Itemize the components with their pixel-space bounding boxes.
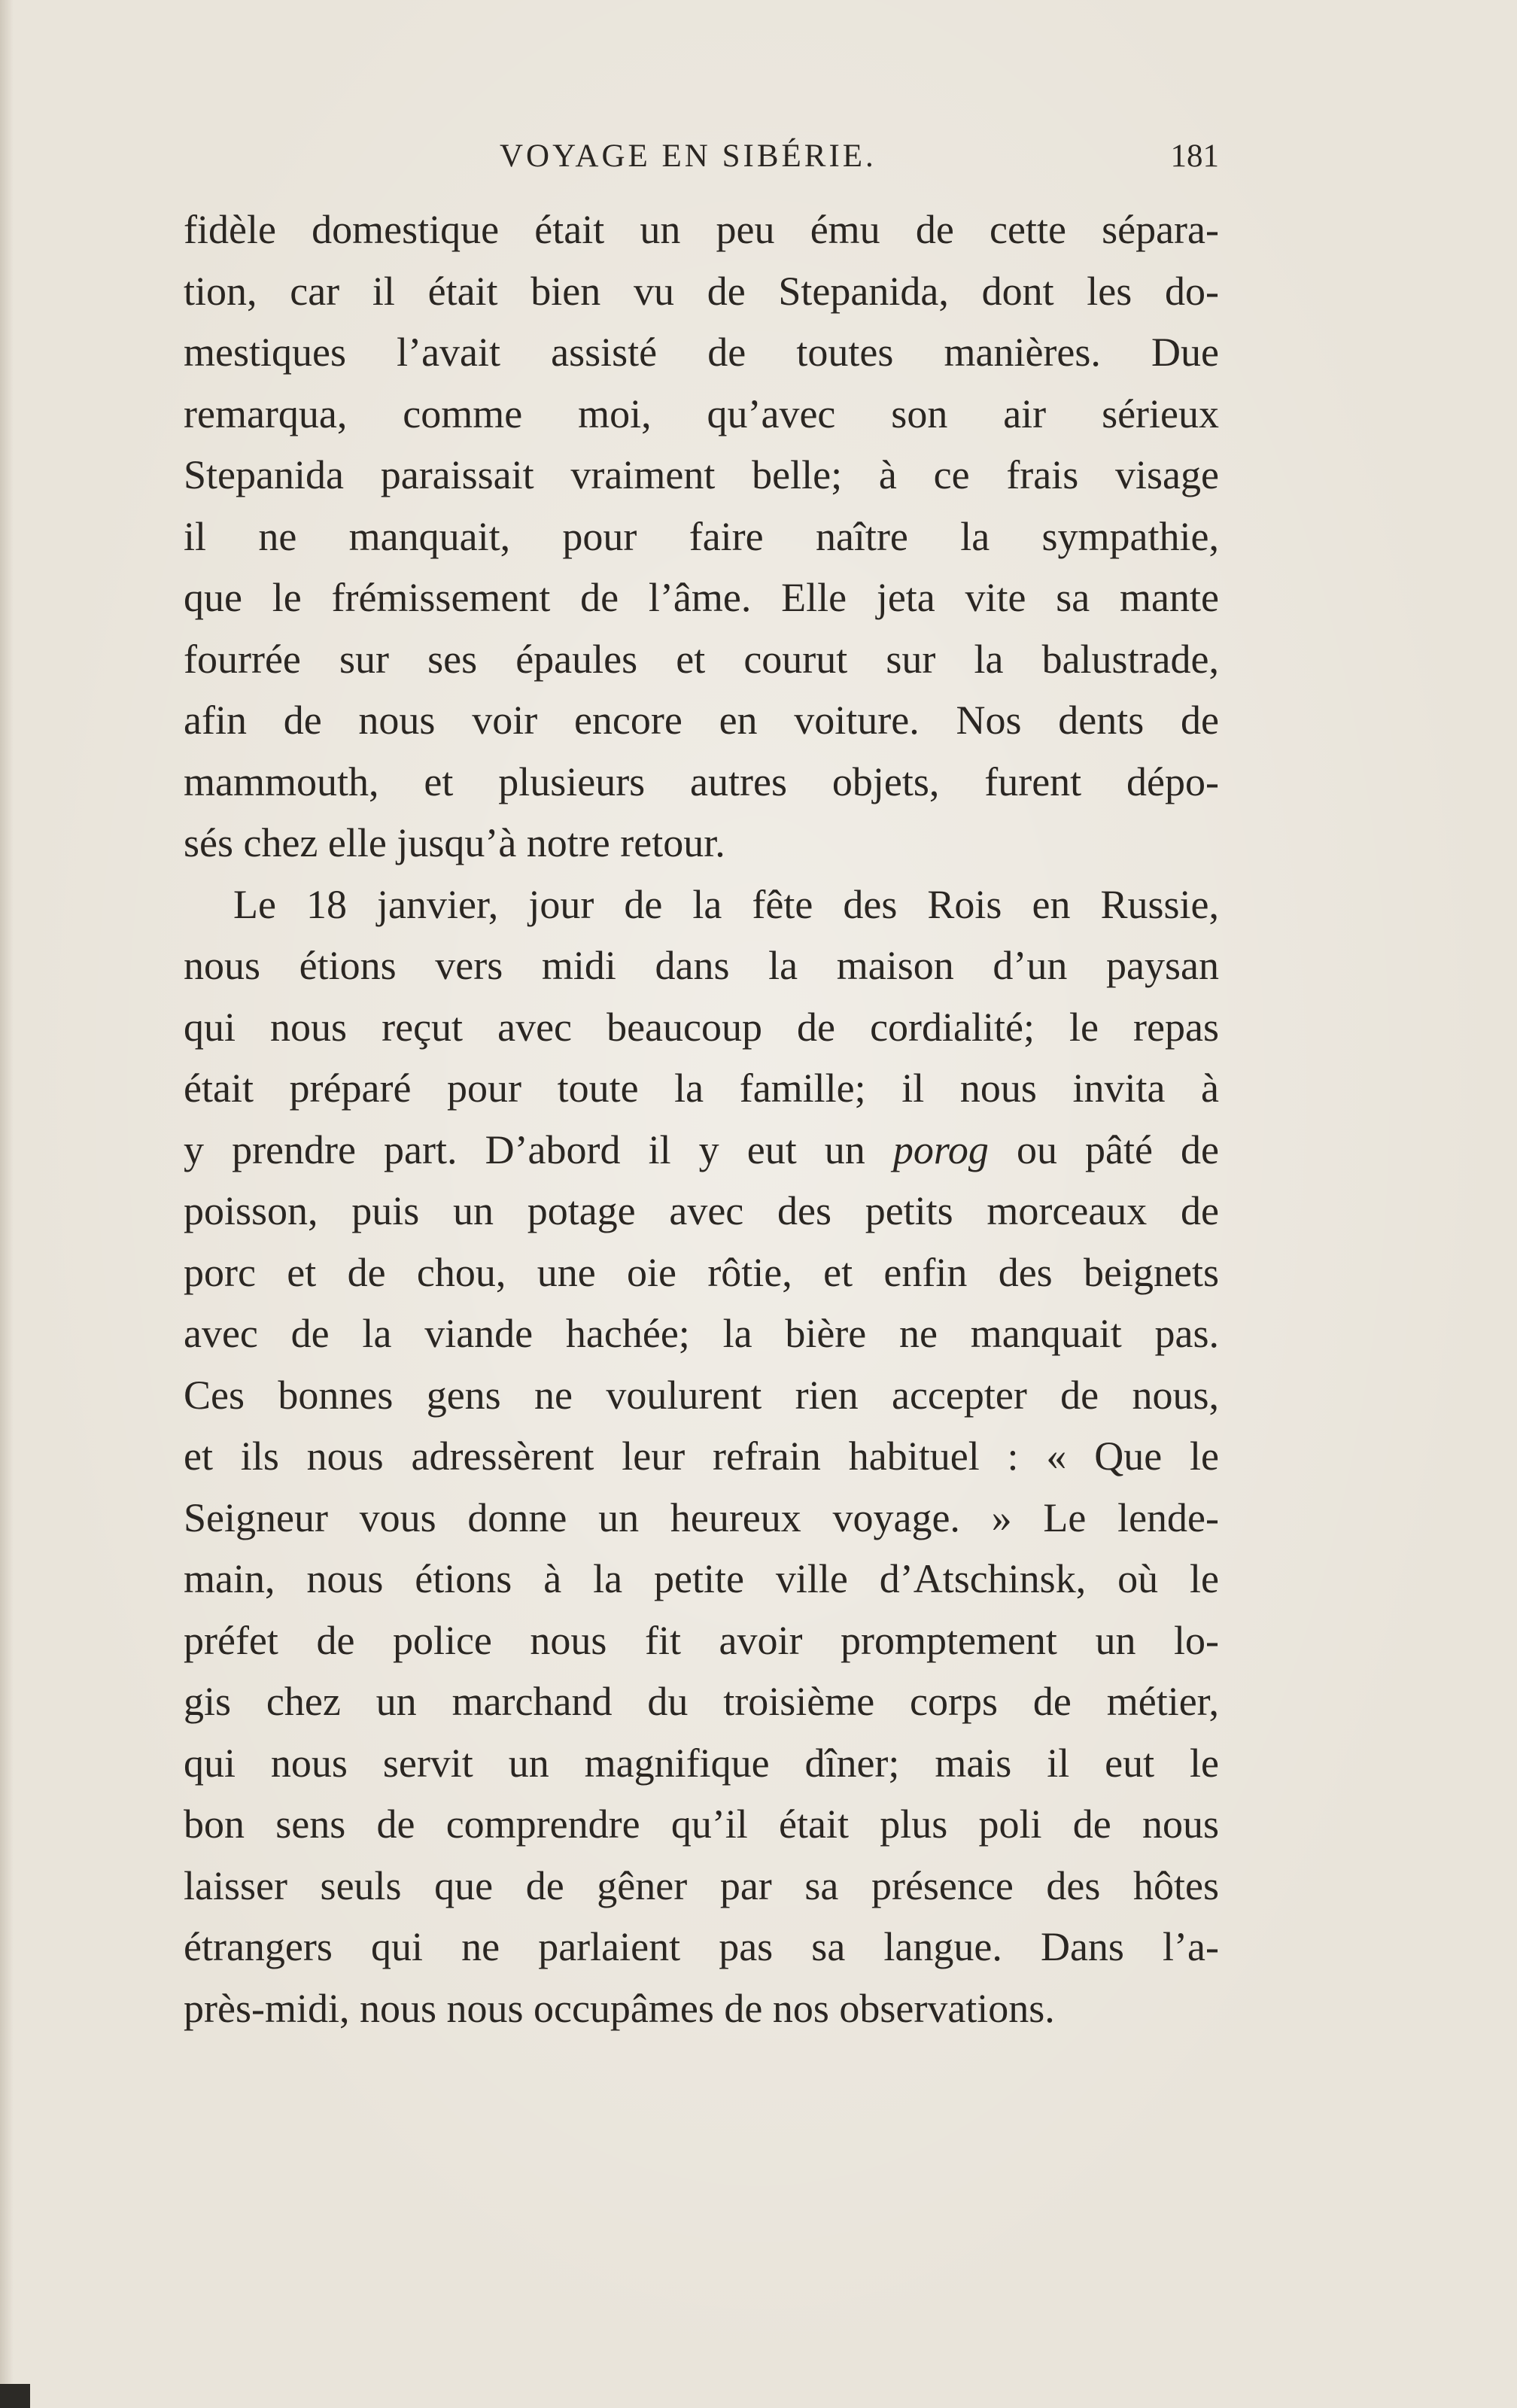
text-segment: y prendre part. D’abord il y eut un xyxy=(184,1126,865,1172)
text-line: Stepanida paraissait vraiment belle; à ce frais visage xyxy=(184,452,1219,497)
paragraph-end-line: près-midi, nous nous occupâmes de nos observations. xyxy=(184,1985,1055,2031)
text-line: qui nous servit un magnifique dîner; mais il eut le xyxy=(184,1740,1219,1786)
text-line: il ne manquait, pour faire naître la sympathie, xyxy=(184,513,1219,559)
text-line: était préparé pour toute la famille; il nous invita à xyxy=(184,1066,1219,1111)
text-line: Seigneur vous donne un heureux voyage. » Le lende- xyxy=(184,1494,1219,1540)
text-line: porc et de chou, une oie rôtie, et enfin des beignets xyxy=(184,1249,1219,1295)
text-segment: ou pâté de xyxy=(1016,1126,1220,1172)
paragraph-start-line: Le 18 janvier, jour de la fête des Rois en Russie, xyxy=(233,881,1219,927)
text-line: avec de la viande hachée; la bière ne manquait pas. xyxy=(184,1311,1219,1356)
text-line: remarqua, comme moi, qu’avec son air sérieux xyxy=(184,391,1219,436)
page-header xyxy=(184,134,1219,179)
text-line: fourrée sur ses épaules et courut sur la balustrade, xyxy=(184,636,1219,682)
text-line: afin de nous voir encore en voiture. Nos dents de xyxy=(184,698,1219,743)
text-line: main, nous étions à la petite ville d’Atschinsk, où le xyxy=(184,1556,1219,1601)
body-text xyxy=(184,199,1219,2039)
running-title: VOYAGE EN SIBÉRIE. xyxy=(500,138,877,174)
scan-corner-mark xyxy=(0,2384,30,2408)
text-line: qui nous reçut avec beaucoup de cordialité; le repas xyxy=(184,1004,1219,1050)
text-line: poisson, puis un potage avec des petits morceaux de xyxy=(184,1188,1219,1233)
paragraph-end-line: sés chez elle jusqu’à notre retour. xyxy=(184,820,725,865)
text-line: que le frémissement de l’âme. Elle jeta vite sa mante xyxy=(184,575,1219,620)
text-line: mestiques l’avait assisté de toutes manières. Due xyxy=(184,330,1219,375)
text-line: étrangers qui ne parlaient pas sa langue. Dans l’a- xyxy=(184,1924,1219,1969)
text-line: préfet de police nous fit avoir promptement un lo- xyxy=(184,1617,1219,1663)
text-line: nous étions vers midi dans la maison d’un paysan xyxy=(184,943,1219,988)
text-line: Ces bonnes gens ne voulurent rien accepter de nous, xyxy=(184,1372,1219,1418)
page-number: 181 xyxy=(1170,138,1219,174)
text-line: bon sens de comprendre qu’il était plus poli de nous xyxy=(184,1801,1219,1847)
text-line: tion, car il était bien vu de Stepanida, dont les do- xyxy=(184,268,1219,314)
text-line: et ils nous adressèrent leur refrain habituel : « Que le xyxy=(184,1434,1219,1479)
text-line: gis chez un marchand du troisième corps de métier, xyxy=(184,1679,1219,1724)
text-line xyxy=(184,1120,1219,1181)
text-line: mammouth, et plusieurs autres objets, furent dépo- xyxy=(184,759,1219,804)
text-line: laisser seuls que de gêner par sa présence des hôtes xyxy=(184,1862,1219,1908)
italic-term: porog xyxy=(892,1126,989,1172)
page-binding-edge xyxy=(0,0,14,2408)
text-line: fidèle domestique était un peu ému de cette sépara- xyxy=(184,207,1219,252)
